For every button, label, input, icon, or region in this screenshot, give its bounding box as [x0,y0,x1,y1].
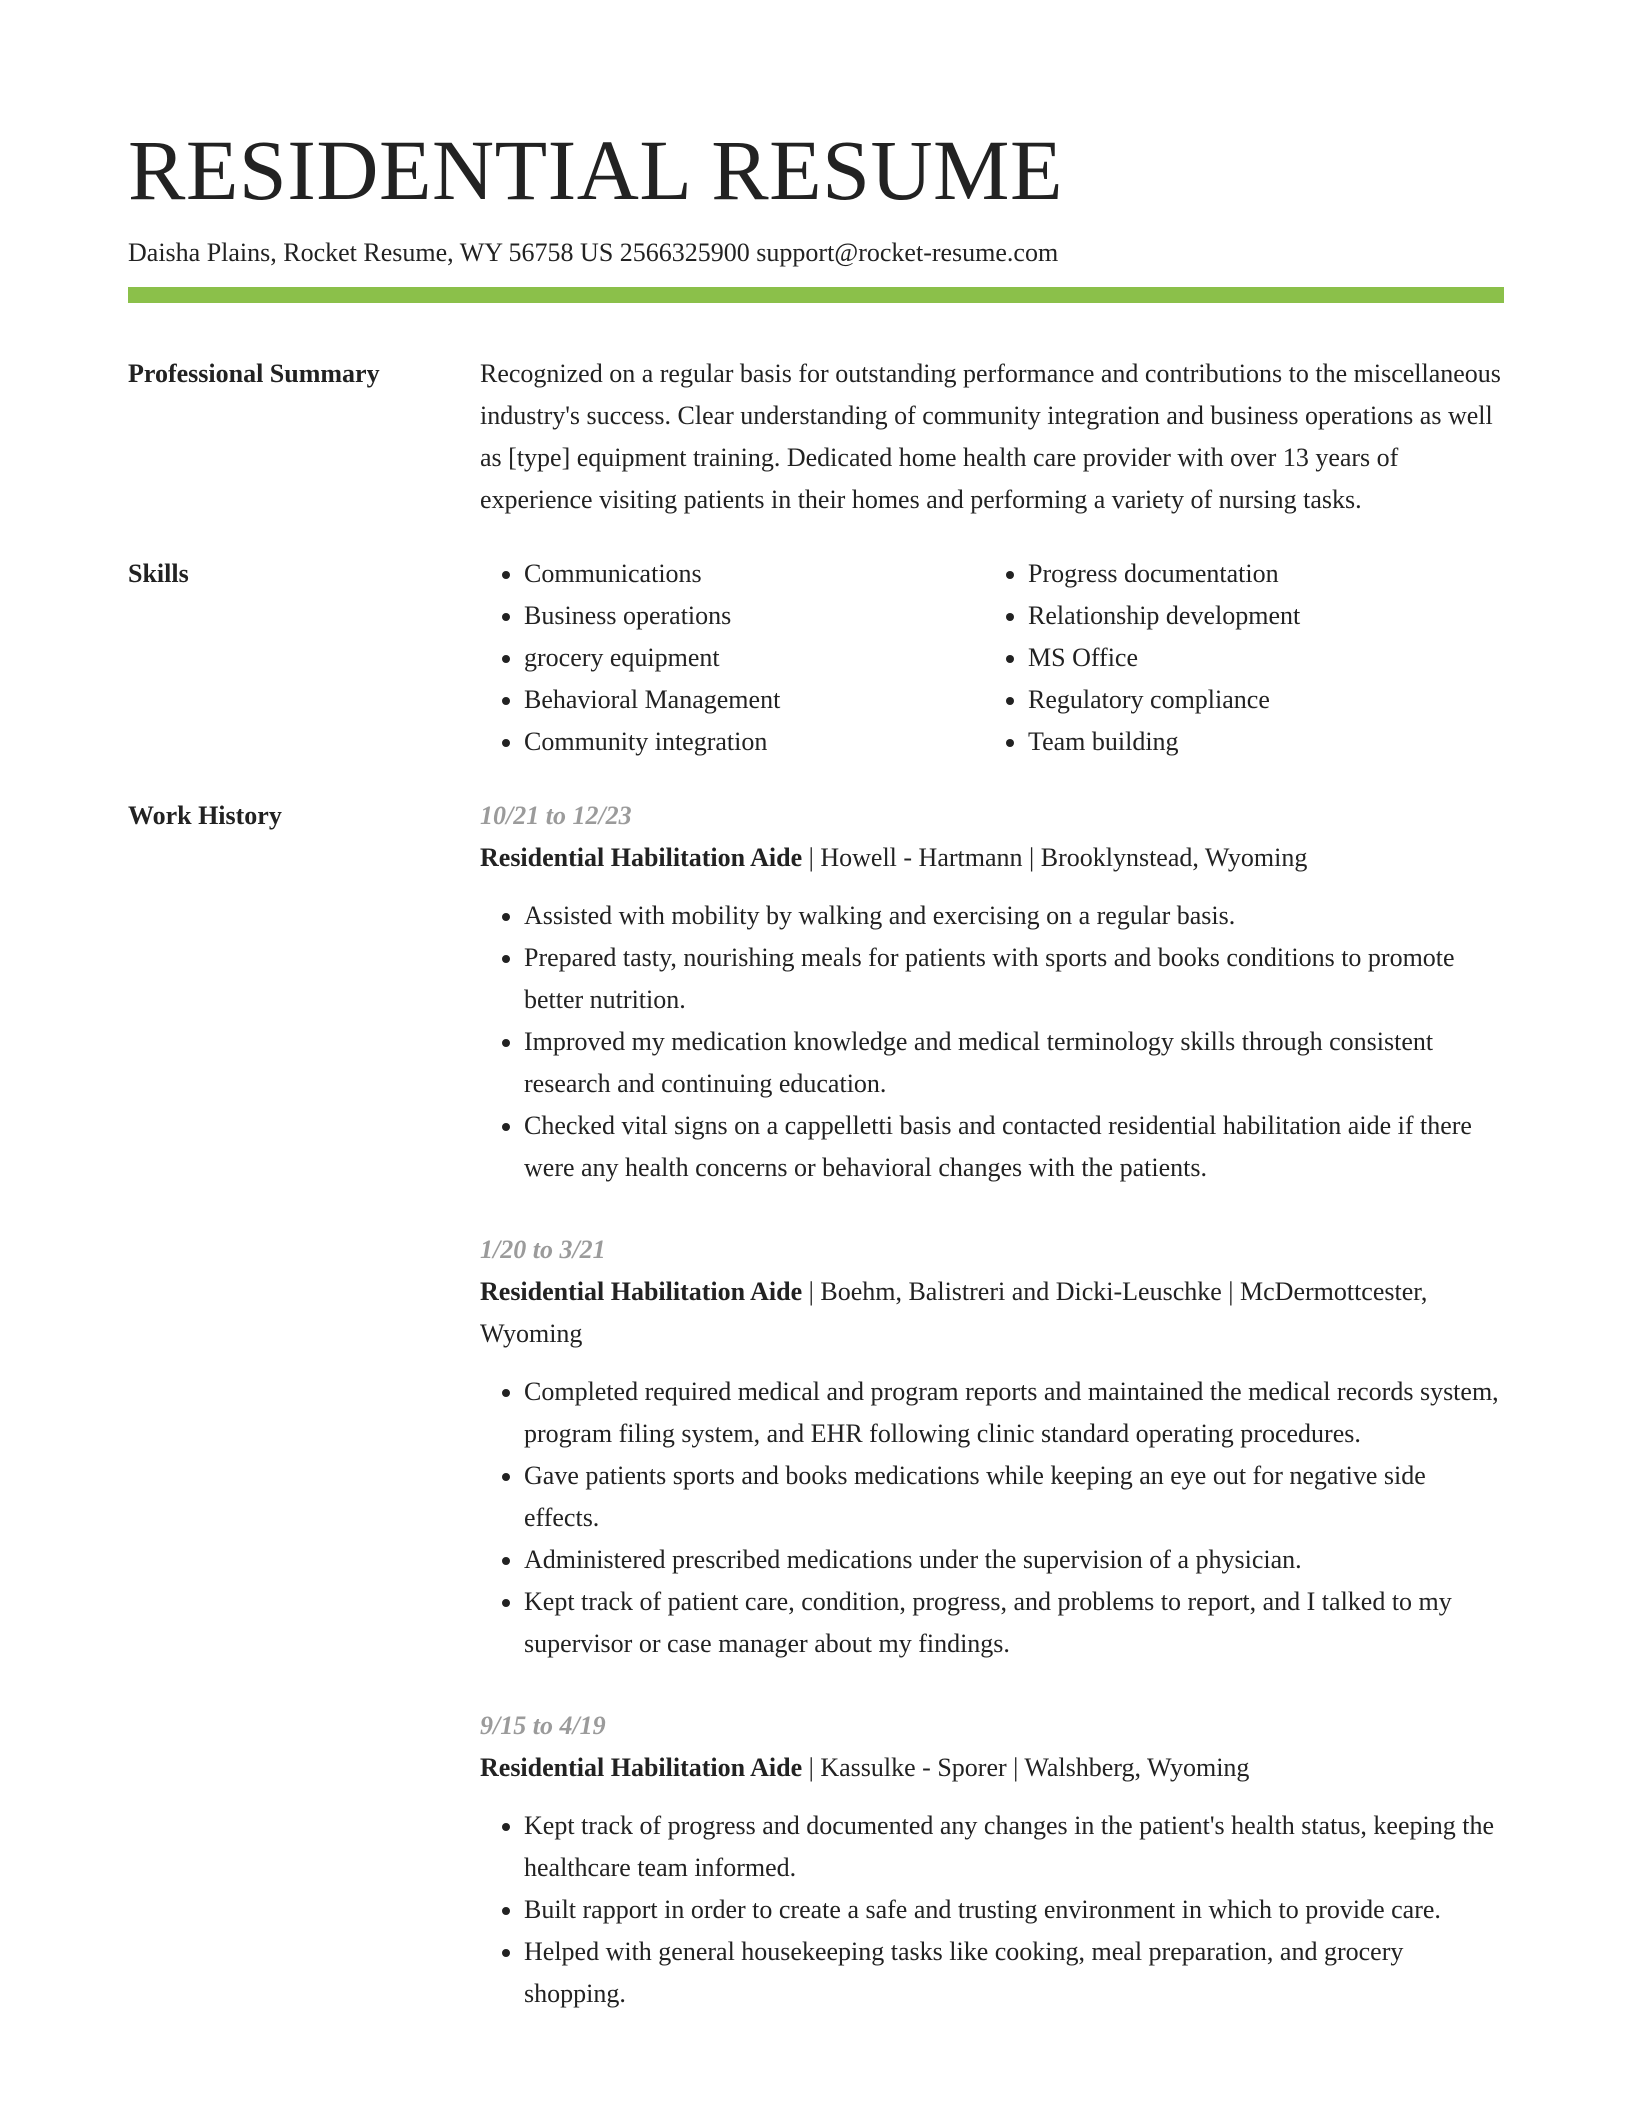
skills-section [128,553,1504,763]
job-entry [480,795,1504,1189]
skill-item: • Community integration [524,721,984,763]
skill-item: • Relationship development [1028,595,1488,637]
job-details: | Kassulke - Sporer | Walshberg, Wyoming [802,1753,1250,1782]
skills-grid [480,553,1504,763]
job-title: Residential Habilitation Aide [480,1753,803,1782]
job-entry [480,1229,1504,1665]
job-bullet: • Prepared tasty, nourishing meals for patients with sports and books conditions to promote better nutrition. [524,937,1504,1021]
section-heading: Skills [128,559,189,588]
skill-item: • grocery equipment [524,637,984,679]
job-title-line [480,1747,1504,1789]
job-bullet: • Kept track of progress and documented any changes in the patient's health status, keeping the healthcare team informed. [524,1805,1504,1889]
job-bullet: • Completed required medical and program reports and maintained the medical records system, program filing system, and EHR following clinic standard operating procedures. [524,1371,1504,1455]
header-divider [128,287,1504,303]
job-bullet: • Improved my medication knowledge and medical terminology skills through consistent research and continuing education. [524,1021,1504,1105]
section-heading: Work History [128,801,282,830]
job-bullets [480,1371,1504,1665]
job-details: | Howell - Hartmann | Brooklynstead, Wyoming [802,843,1308,872]
job-bullet: • Checked vital signs on a cappelletti basis and contacted residential habilitation aide if there were any health concerns or behavioral changes with the patients. [524,1105,1504,1189]
skills-column-left [480,553,984,763]
section-heading: Professional Summary [128,359,380,388]
skill-item: • Business operations [524,595,984,637]
summary-text: Recognized on a regular basis for outstanding performance and contributions to the miscellaneous industry's success. Clear understanding of community integration and business operations as well as [type] equipment training. Dedicated home health care provider with over 13 years of experience visiting patients in their homes and performing a variety of nursing tasks. [480,359,1501,514]
job-title-line [480,837,1504,879]
contact-line: Daisha Plains, Rocket Resume, WY 56758 US 2566325900 support@rocket-resume.com [128,238,1059,267]
skill-item: • Team building [1028,721,1488,763]
job-bullet: • Gave patients sports and books medications while keeping an eye out for negative side effects. [524,1455,1504,1539]
skill-item: • Regulatory compliance [1028,679,1488,721]
job-bullet: • Administered prescribed medications under the supervision of a physician. [524,1539,1504,1581]
job-bullet: • Kept track of patient care, condition, progress, and problems to report, and I talked to my supervisor or case manager about my findings. [524,1581,1504,1665]
skill-item: • Behavioral Management [524,679,984,721]
skills-column-right [984,553,1488,763]
job-bullets [480,1805,1504,2015]
skill-item: • MS Office [1028,637,1488,679]
job-bullet: • Built rapport in order to create a safe and trusting environment in which to provide care. [524,1889,1504,1931]
professional-summary-section [128,353,1504,521]
job-bullets [480,895,1504,1189]
resume-page [128,0,1504,2055]
job-details: | Boehm, Balistreri and Dicki-Leuschke | McDermottcester, Wyoming [480,1277,1428,1348]
work-history-section [128,795,1504,2055]
job-dates: 1/20 to 3/21 [480,1235,606,1264]
job-title: Residential Habilitation Aide [480,1277,803,1306]
skill-item: • Communications [524,553,984,595]
job-entry [480,1705,1504,2015]
job-bullet: • Helped with general housekeeping tasks like cooking, meal preparation, and grocery shopping. [524,1931,1504,2015]
job-title-line [480,1271,1504,1355]
job-bullet: • Assisted with mobility by walking and exercising on a regular basis. [524,895,1504,937]
resume-title: RESIDENTIAL RESUME [128,122,1064,218]
job-dates: 10/21 to 12/23 [480,801,632,830]
job-dates: 9/15 to 4/19 [480,1711,606,1740]
skill-item: • Progress documentation [1028,553,1488,595]
job-title: Residential Habilitation Aide [480,843,803,872]
